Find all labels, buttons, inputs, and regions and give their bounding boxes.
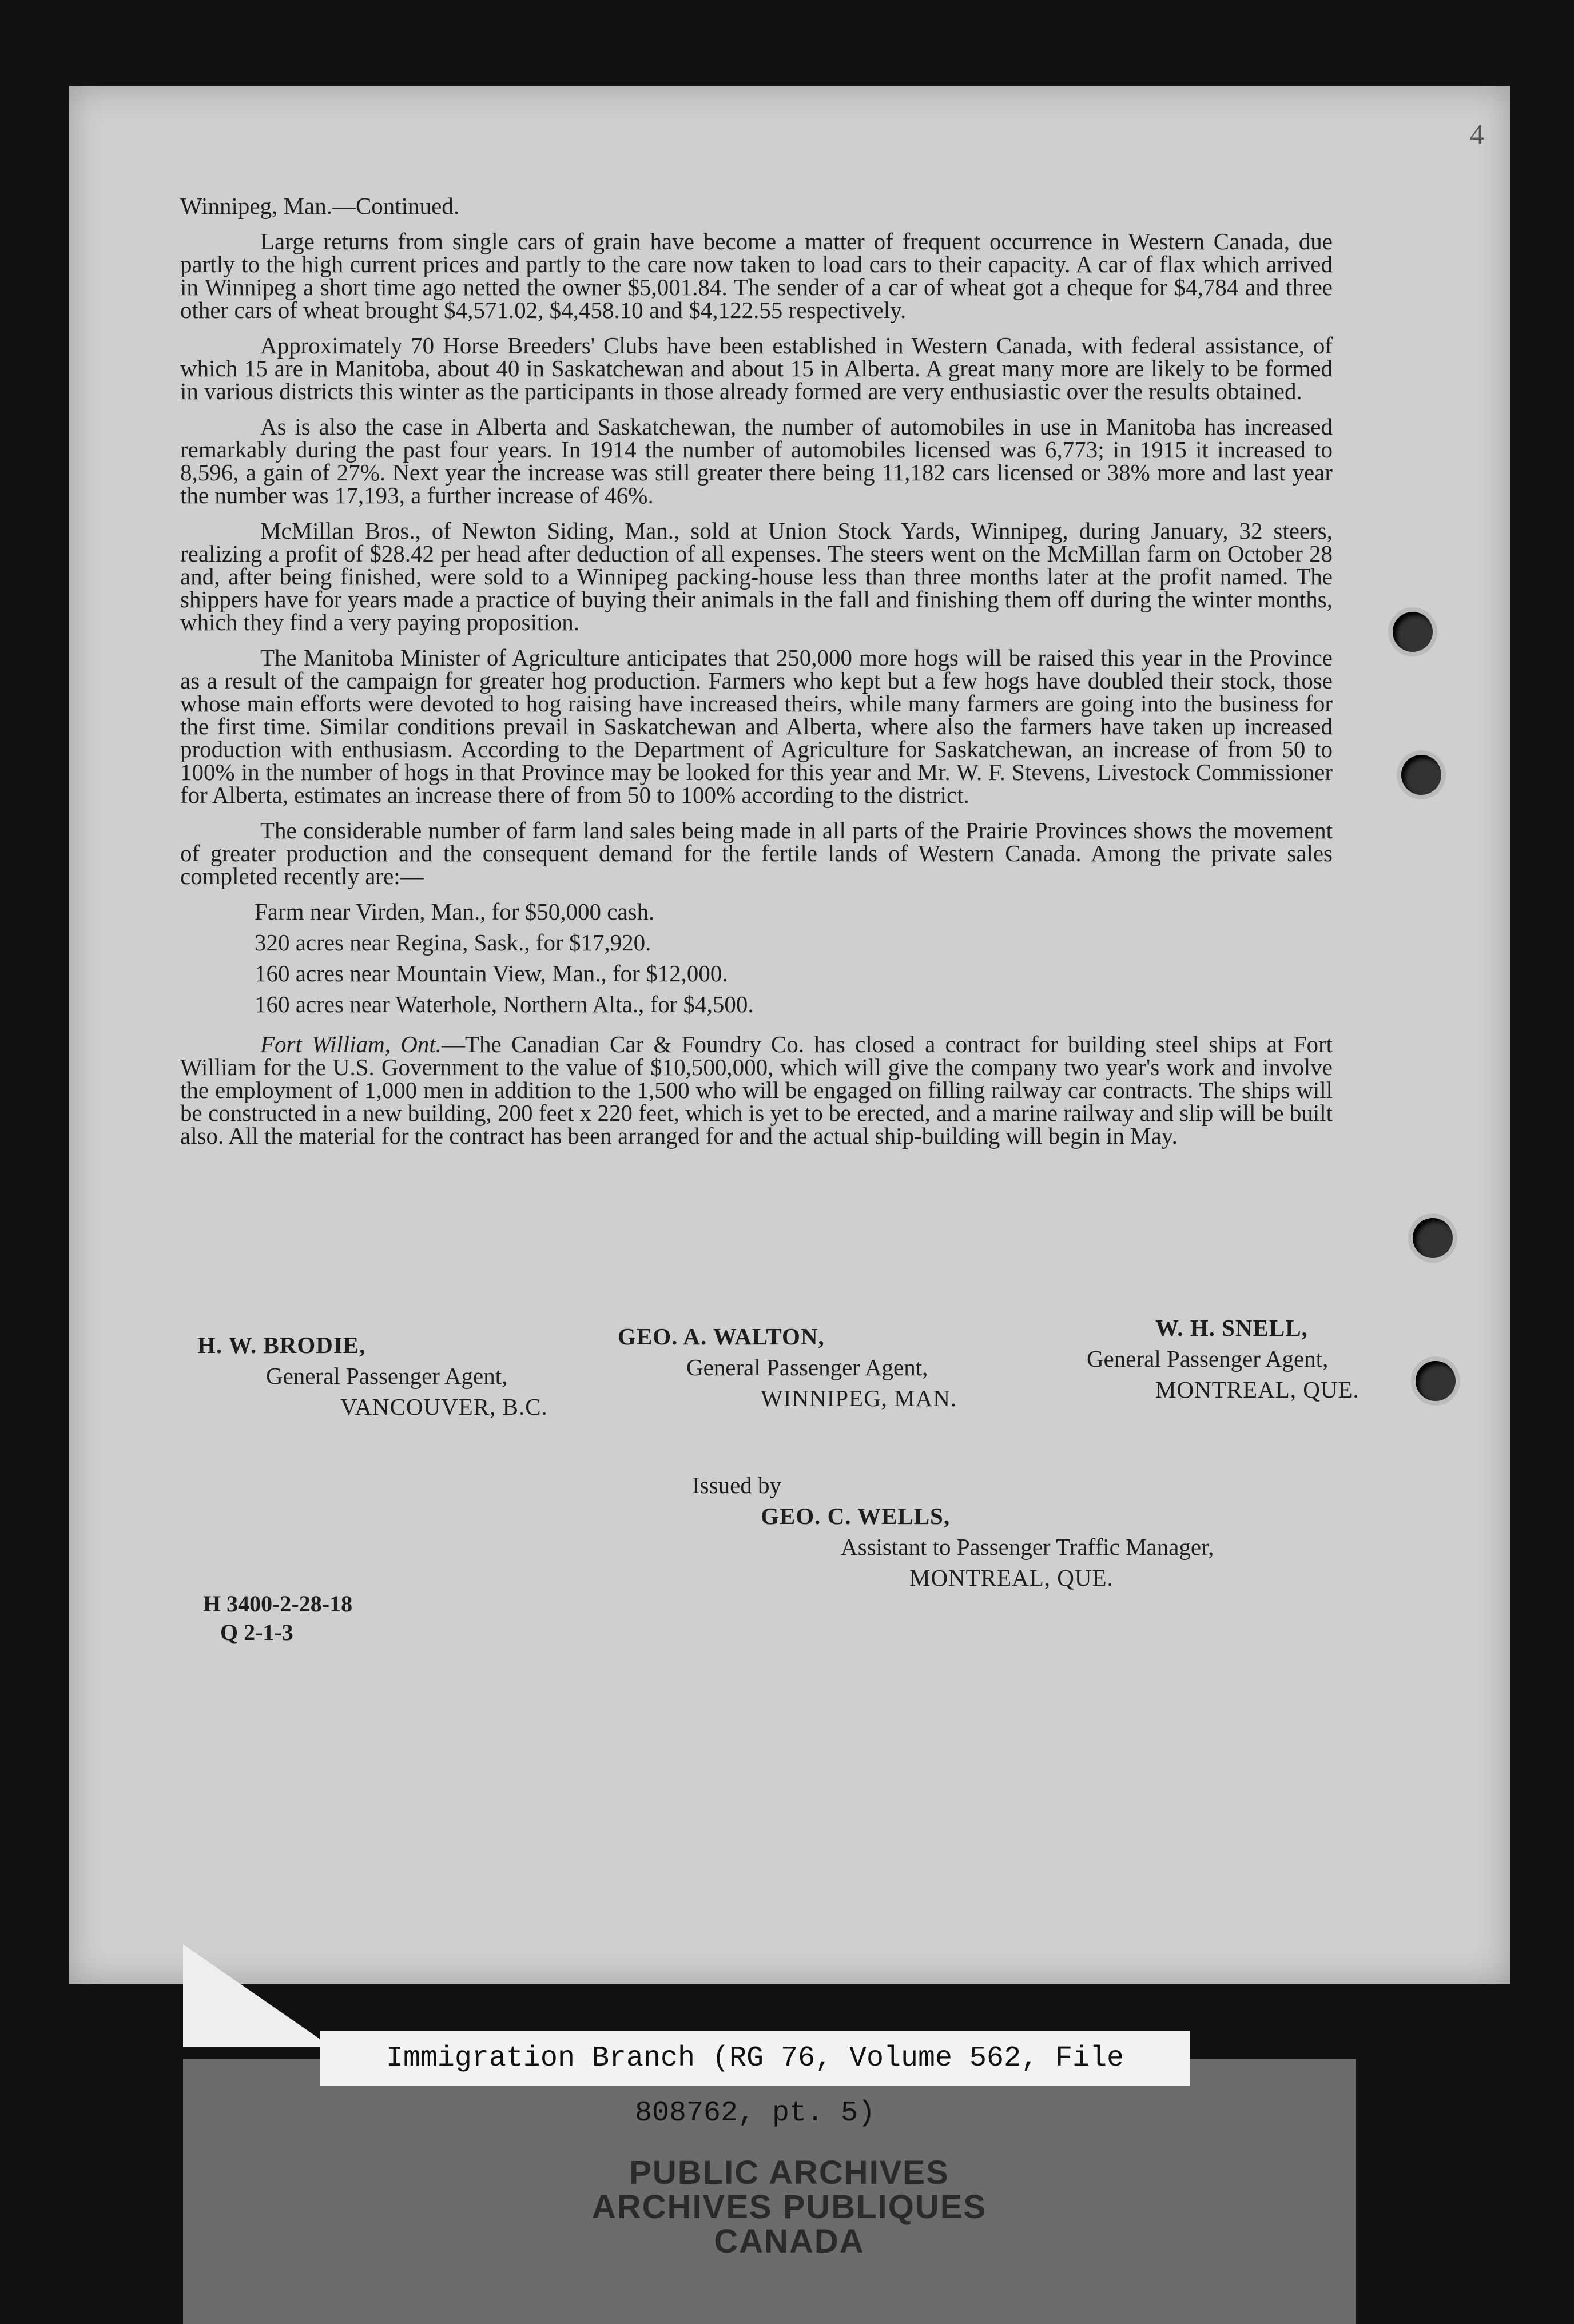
page-number: 4 bbox=[1470, 118, 1484, 150]
agent-city: WINNIPEG, MAN. bbox=[761, 1385, 957, 1411]
stamp-line: CANADA bbox=[714, 2223, 865, 2260]
section-heading: Winnipeg, Man.—Continued. bbox=[180, 193, 460, 219]
paragraph-mcmillan-bros: McMillan Bros., of Newton Siding, Man., sold at Union Stock Yards, Winnipeg, during January, 32 steers, realizing a profit of $28.42 per head after deduction of all expenses. The steers went on the McMillan farm on October 28 and, after being finished, were sold to a Winnipeg packing-house less than three months later at the profit named. The shippers have for years made a practice of buying their animals in the fall and finishing them off during the winter months, which they find a very paying proposition. bbox=[180, 518, 1333, 635]
agent-name: W. H. SNELL, bbox=[1155, 1315, 1308, 1341]
issued-by-title: Assistant to Passenger Traffic Manager, bbox=[841, 1534, 1214, 1560]
agent-title: General Passenger Agent, bbox=[1087, 1346, 1329, 1372]
list-item: 320 acres near Regina, Sask., for $17,920. bbox=[255, 929, 651, 956]
archive-reference-label: Immigration Branch (RG 76, Volume 562, File 808762, pt. 5) bbox=[320, 2031, 1190, 2086]
issued-by-city: MONTREAL, QUE. bbox=[909, 1565, 1114, 1591]
issued-by-name: GEO. C. WELLS, bbox=[761, 1503, 951, 1529]
stamp-line: PUBLIC ARCHIVES bbox=[629, 2154, 949, 2191]
sales-list bbox=[255, 900, 1333, 1016]
agent-name: GEO. A. WALTON, bbox=[618, 1323, 825, 1350]
document-code: Q 2-1-3 bbox=[220, 1619, 293, 1645]
punch-hole bbox=[1393, 612, 1433, 652]
document-page bbox=[69, 86, 1510, 1984]
paragraph-automobiles: As is also the case in Alberta and Saskatchewan, the number of automobiles in use in Manitoba has increased remarkably during the past four years. In 1914 the number of automobiles licensed was 6,773; in 1915 it increased to 8,596, a gain of 27%. Next year the increase was still greater there being 11,182 cars licensed or 38% more and last year the number was 17,193, a further increase of 46%. bbox=[180, 413, 1333, 508]
issued-by-block bbox=[692, 1470, 1214, 1593]
agent-name: H. W. BRODIE, bbox=[197, 1332, 366, 1358]
punch-hole bbox=[1413, 1218, 1453, 1258]
agent-brodie bbox=[197, 1330, 548, 1422]
agent-title: General Passenger Agent, bbox=[266, 1363, 508, 1389]
paragraph-fort-william bbox=[180, 1033, 1333, 1147]
paragraph-land-sales: The considerable number of farm land sales being made in all parts of the Prairie Provinces shows the movement of greater production and the consequent demand for the fertile lands of Western Canada. Among the private sales completed recently are:— bbox=[180, 817, 1333, 889]
document-code: H 3400-2-28-18 bbox=[203, 1591, 353, 1617]
paragraph-fort-william-text: —The Canadian Car & Foundry Co. has closed a contract for building steel ships at Fort William for the U.S. Government to the value of $10,500,000, which will give the company two year's work and involve the employment of 1,000 men in addition to the 1,500 who will be engaged on filling railway car contracts. The ships will be constructed in a new building, 200 feet x 220 feet, which is yet to be erected, and a marine railway and slip will be built also. All the material for the contract has been arranged for and the actual ship-building will begin in May. bbox=[180, 1031, 1333, 1149]
agent-city: VANCOUVER, B.C. bbox=[340, 1394, 548, 1420]
punch-hole bbox=[1416, 1361, 1456, 1401]
place-name: Fort William, Ont. bbox=[260, 1031, 442, 1057]
paragraph-horse-breeders: Approximately 70 Horse Breeders' Clubs have been established in Western Canada, with federal assistance, of which 15 are in Manitoba, about 40 in Saskatchewan and about 15 in Alberta. A great many more are likely to be formed in various districts this winter as the participants in those already formed are very enthusiastic over the results obtained. bbox=[180, 332, 1333, 404]
agent-title: General Passenger Agent, bbox=[686, 1354, 928, 1380]
folded-corner bbox=[183, 1944, 332, 2047]
agent-walton bbox=[618, 1321, 957, 1414]
agent-snell bbox=[1087, 1312, 1360, 1405]
archives-stamp bbox=[561, 2156, 1018, 2259]
punch-hole bbox=[1401, 755, 1441, 795]
document-codes bbox=[203, 1590, 352, 1647]
agent-city: MONTREAL, QUE. bbox=[1155, 1376, 1360, 1403]
list-item: 160 acres near Waterhole, Northern Alta., for $4,500. bbox=[255, 991, 754, 1017]
list-item: Farm near Virden, Man., for $50,000 cash. bbox=[255, 898, 655, 925]
paragraph-grain-returns: Large returns from single cars of grain have become a matter of frequent occurrence in Western Canada, due partly to the high current prices and partly to the care now taken to load cars to their capacity. A car of flax which arrived in Winnipeg a short time ago netted the owner $5,001.84. The sender of a car of wheat got a cheque for $4,784 and three other cars of wheat brought $4,571.02, $4,458.10 and $4,122.55 respectively. bbox=[180, 228, 1333, 323]
list-item: 160 acres near Mountain View, Man., for $12,000. bbox=[255, 960, 728, 986]
paragraph-hog-production: The Manitoba Minister of Agriculture anticipates that 250,000 more hogs will be raised this year in the Province as a result of the campaign for greater hog production. Farmers who kept but a few hogs have doubled their stock, those whose main efforts were devoted to hog raising have increased theirs, while many farmers are going into the business for the first time. Similar conditions prevail in Saskatchewan and Alberta, where also the farmers have taken up increased production with enthusiasm. According to the Department of Agriculture for Saskatchewan, an increase of from 50 to 100% in the number of hogs in that Province may be looked for this year and Mr. W. F. Stevens, Livestock Commissioner for Alberta, estimates an increase there of from 50 to 100% according to the district. bbox=[180, 644, 1333, 808]
stamp-line: ARCHIVES PUBLIQUES bbox=[591, 2188, 987, 2226]
document-body bbox=[180, 194, 1333, 1160]
issued-by-label: Issued by bbox=[692, 1472, 782, 1498]
